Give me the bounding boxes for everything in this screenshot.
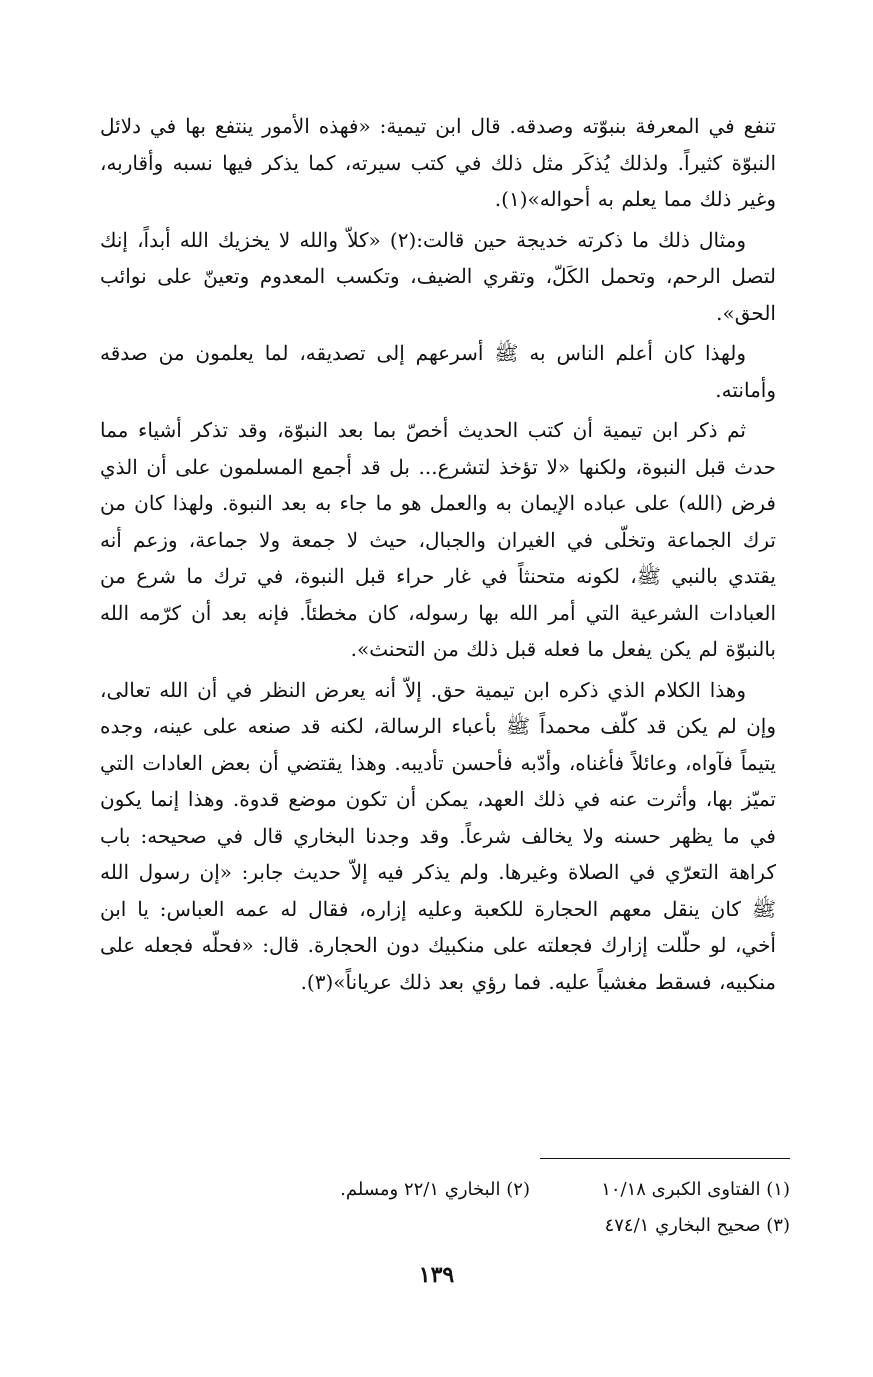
footnote-separator bbox=[540, 1158, 790, 1159]
paragraph: تنفع في المعرفة بنبوّته وصدقه. قال ابن تيمية: «فهذه الأمور ينتفع بها في دلائل النبوّة كثيراً. ولذلك يُذكَر مثل ذلك في كتب سيرته، كما يذكر فيها نسبه وأقاربه، وغير ذلك مما يعلم به أحواله»(١). bbox=[100, 114, 776, 211]
paragraph: ولهذا كان أعلم الناس به ﷺ أسرعهم إلى تصديقه، لما يعلمون من صدقه وأمانته. bbox=[100, 341, 776, 402]
footnotes bbox=[180, 1172, 790, 1244]
footnote-3: (٣) صحيح البخاري ٤٧٤/١ bbox=[604, 1215, 790, 1236]
footnote-2: (٢) البخاري ٢٢/١ ومسلم. bbox=[340, 1179, 530, 1200]
main-text bbox=[100, 108, 776, 1004]
paragraph: وهذا الكلام الذي ذكره ابن تيمية حق. إلاّ أنه يعرض النظر في أن الله تعالى، وإن لم يكن قد كلّف محمداً ﷺ بأعباء الرسالة، لكنه قد صنعه على عينه، وجده يتيماً فآواه، وعائلاً فأغناه، وأدّبه فأحسن تأديبه. وهذا يقتضي أن بعض العادات التي تميّز بها، وأثرت عنه في ذلك العهد، يمكن أن تكون موضع قدوة. وهذا إنما يكون في ما يظهر حسنه ولا يخالف شرعاً. وقد وجدنا البخاري قال في صحيحه: باب كراهة التعرّي في الصلاة وغيرها. ولم يذكر فيه إلاّ حديث جابر: «إن رسول الله ﷺ كان ينقل معهم الحجارة للكعبة وعليه إزاره، فقال له عمه العباس: يا ابن أخي، لو حلّلت إزارك فجعلته على منكبيك دون الحجارة. قال: «فحلّه فجعله على منكبيه، فسقط مغشياً عليه. فما رؤي بعد ذلك عرياناً»(٣). bbox=[100, 677, 776, 994]
paragraph: ثم ذكر ابن تيمية أن كتب الحديث أخصّ بما بعد النبوّة، وقد تذكر أشياء مما حدث قبل النبوة، ولكنها «لا تؤخذ لتشرع... بل قد أجمع المسلمون على أن الذي فرض (الله) على عباده الإيمان به والعمل هو ما جاء به بعد النبوة. ولهذا كان من ترك الجماعة وتخلّى في الغيران والجبال، حيث لا جمعة ولا جماعة، وزعم أنه يقتدي بالنبي ﷺ، لكونه متحنثاً في غار حراء قبل النبوة، في ترك ما شرع من العبادات الشرعية التي أمر الله بها رسوله، كان مخطئاً. فإنه بعد أن كرّمه الله بالنبوّة لم يكن يفعل ما فعله قبل ذلك من التحنث». bbox=[100, 418, 776, 661]
footnote-row bbox=[180, 1208, 790, 1244]
footnote-1: (١) الفتاوى الكبرى ١٠/١٨ bbox=[601, 1179, 790, 1200]
page-number: ١٣٩ bbox=[418, 1262, 455, 1288]
paragraph: ومثال ذلك ما ذكرته خديجة حين قالت:(٢) «كلاّ والله لا يخزيك الله أبداً، إنك لتصل الرحم، وتحمل الكَلّ، وتقري الضيف، وتكسب المعدوم وتعينّ على نوائب الحق». bbox=[100, 227, 776, 325]
footnote-row bbox=[180, 1172, 790, 1208]
